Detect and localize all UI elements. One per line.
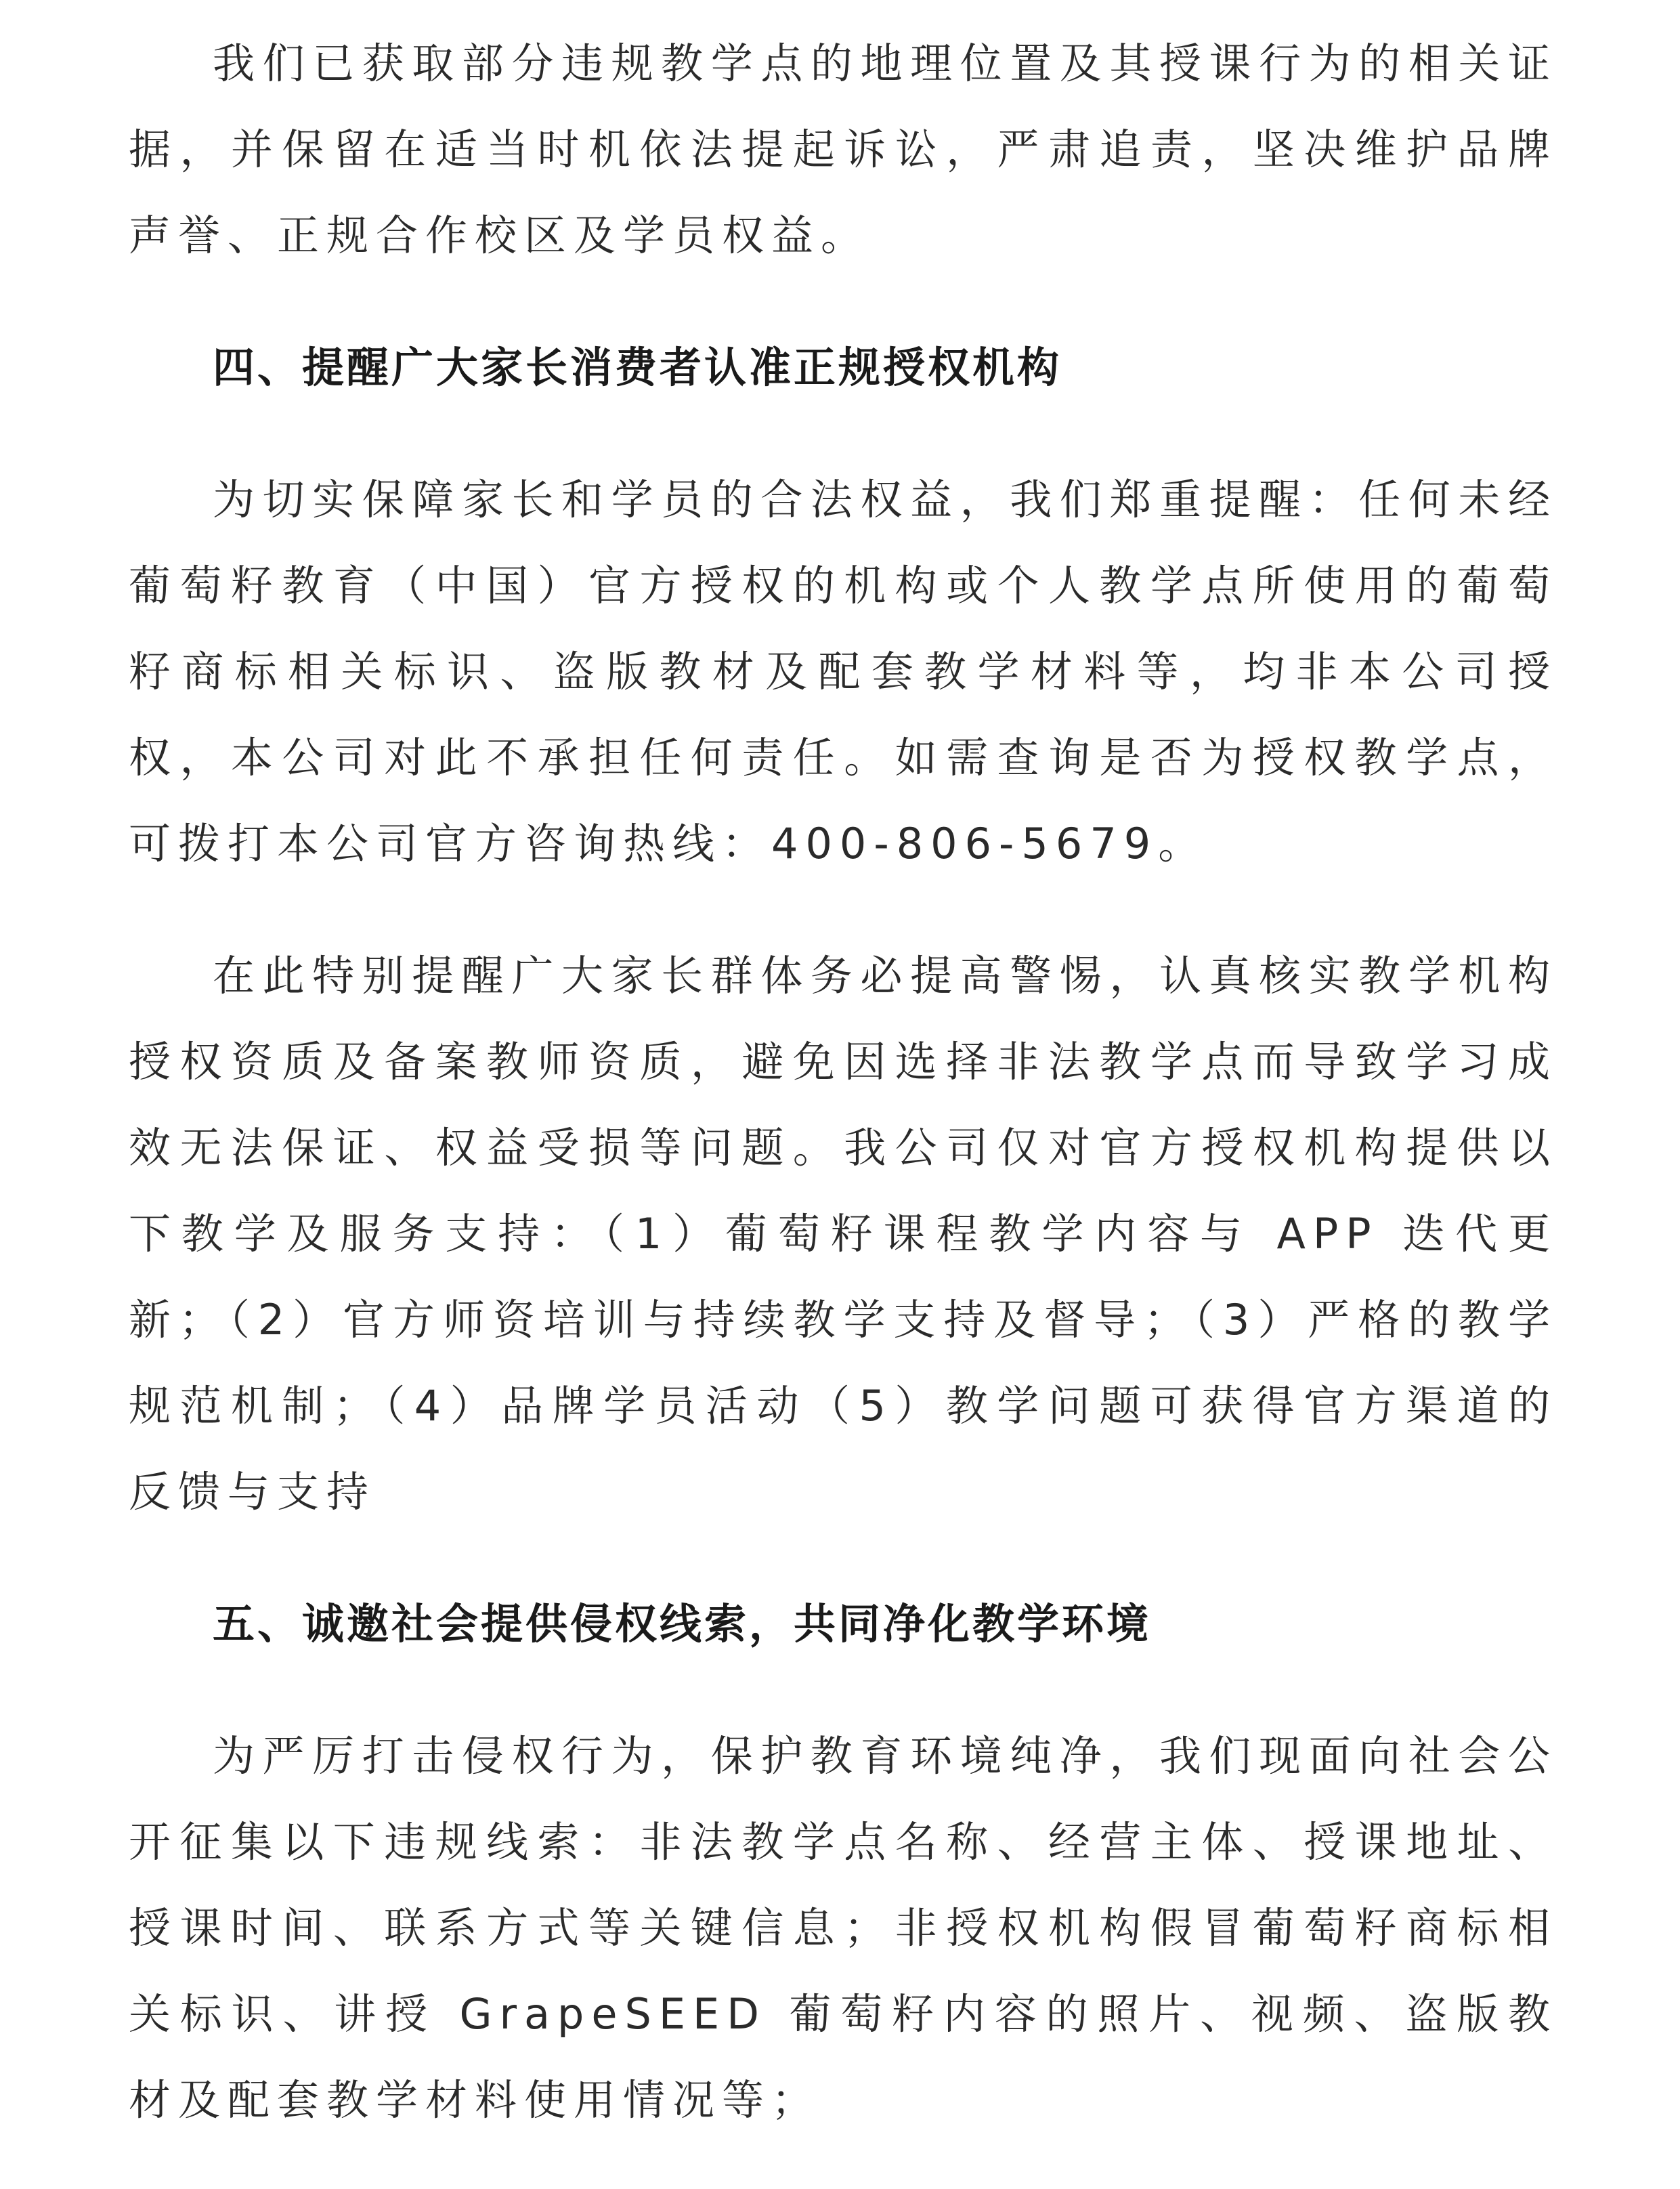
paragraph-evidence: 我们已获取部分违规教学点的地理位置及其授课行为的相关证据，并保留在适当时机依法提起诉讼，严肃追责，坚决维护品牌声誉、正规合作校区及学员权益。 bbox=[129, 39, 1557, 260]
paragraph-clue-collection: 为严厉打击侵权行为，保护教育环境纯净，我们现面向社会公开征集以下违规线索：非法教学点名称、经营主体、授课地址、授课时间、联系方式等关键信息；非授权机构假冒葡萄籽商标相关标识、讲授 GrapeSEED 葡萄籽内容的照片、视频、盗版教材及配套教学材料使用情况等； bbox=[129, 1731, 1557, 2125]
paragraph-authorization-reminder: 为切实保障家长和学员的合法权益，我们郑重提醒：任何未经葡萄籽教育（中国）官方授权的机构或个人教学点所使用的葡萄籽商标相关标识、盗版教材及配套教学材料等，均非本公司授权，本公司对此不承担任何责任。如需查询是否为授权教学点，可拨打本公司官方咨询热线：400-806-5679。 bbox=[129, 475, 1557, 868]
section-heading-4: 四、提醒广大家长消费者认准正规授权机构 bbox=[213, 343, 1062, 392]
section-heading-5: 五、诚邀社会提供侵权线索，共同净化教学环境 bbox=[213, 1599, 1152, 1649]
paragraph-parent-warning: 在此特别提醒广大家长群体务必提高警惕，认真核实教学机构授权资质及备案教师资质，避免因选择非法教学点而导致学习成效无法保证、权益受损等问题。我公司仅对官方授权机构提供以下教学及服务支持：（1）葡萄籽课程教学内容与 APP 迭代更新；（2）官方师资培训与持续教学支持及督导；（3）严格的教学规范机制；（4）品牌学员活动（5）教学问题可获得官方渠道的反馈与支持 bbox=[129, 951, 1557, 1516]
document-page bbox=[129, 20, 1557, 2189]
